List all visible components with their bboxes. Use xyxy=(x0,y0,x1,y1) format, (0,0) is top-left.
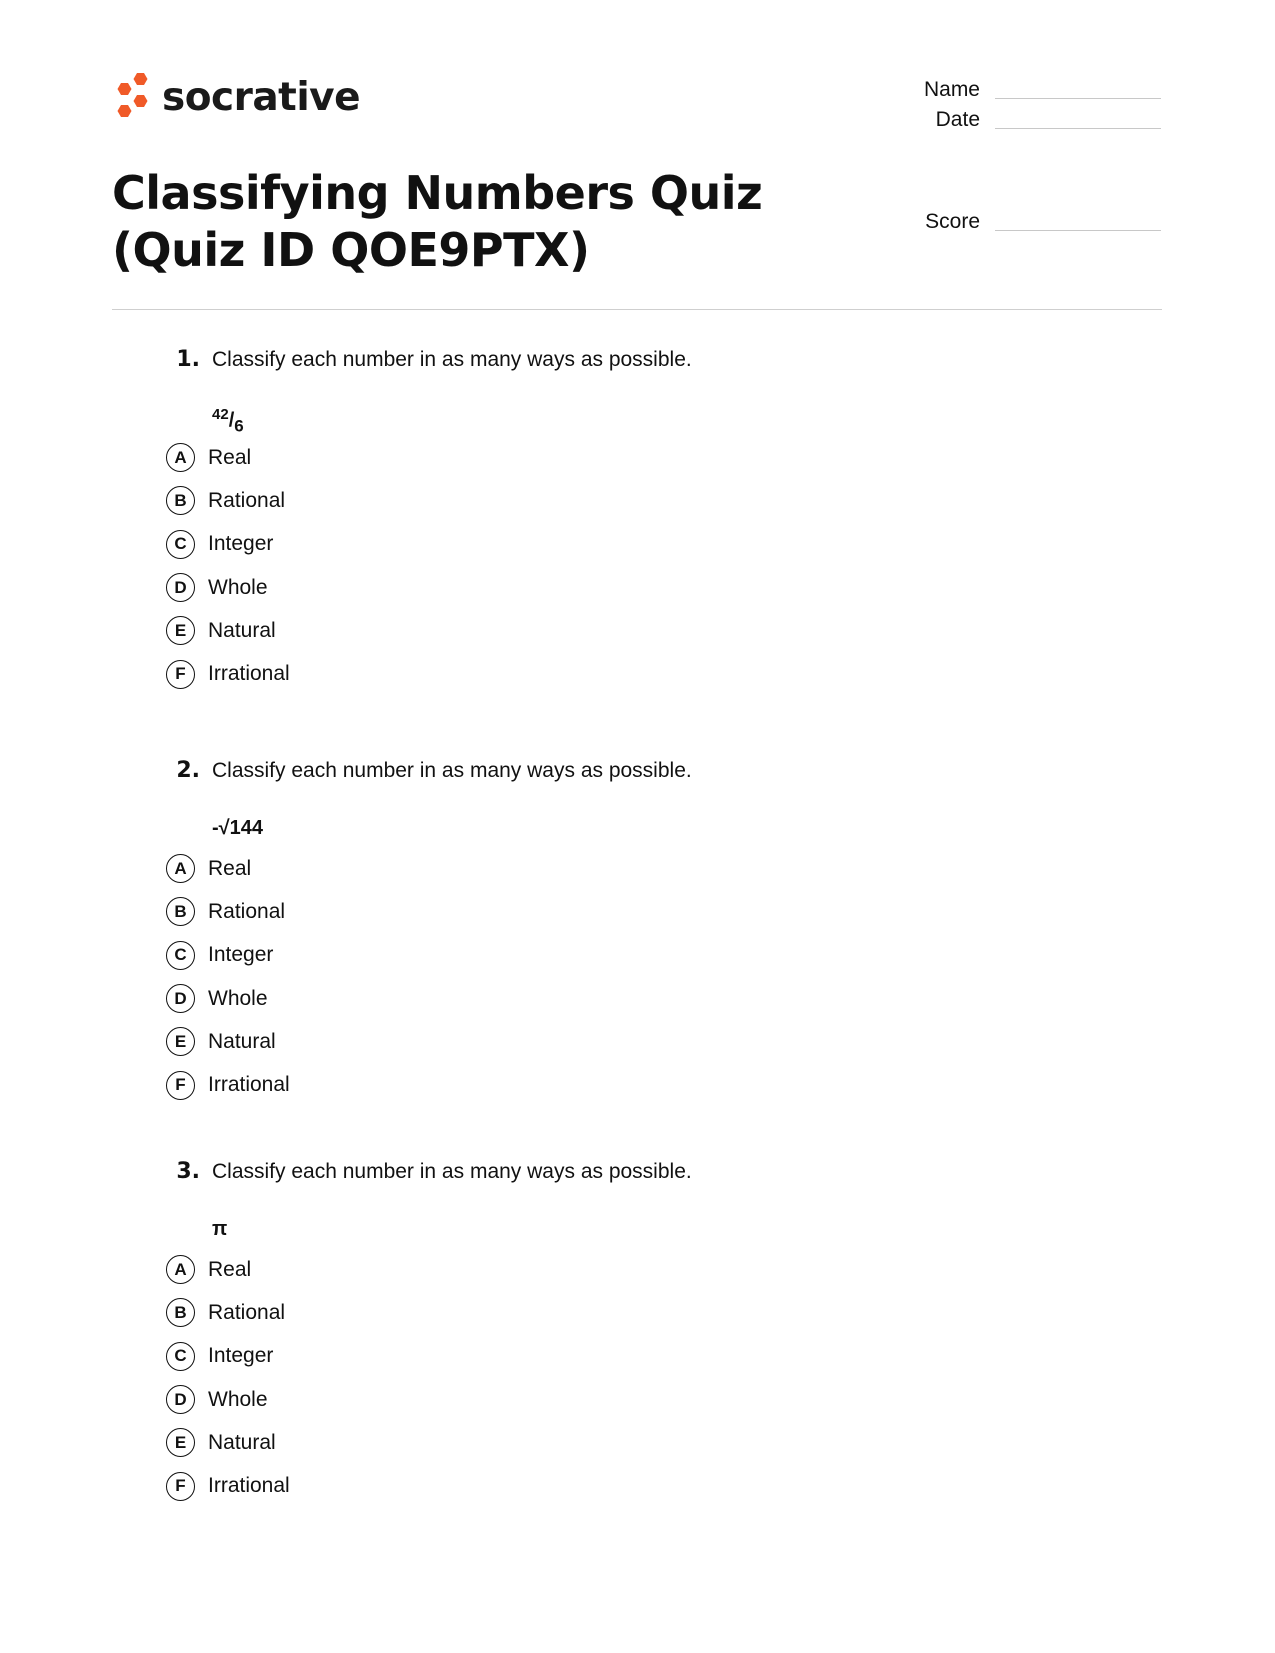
bubble-icon[interactable]: E xyxy=(166,616,195,645)
option-a[interactable] xyxy=(160,847,1060,890)
bubble-icon[interactable]: D xyxy=(166,984,195,1013)
bubble-icon[interactable]: A xyxy=(166,1255,195,1284)
question-number: 2. xyxy=(176,758,200,783)
option-e[interactable] xyxy=(160,609,1060,652)
option-label: Whole xyxy=(208,1387,268,1411)
question-expression: -√144 xyxy=(212,817,264,839)
bubble-icon[interactable]: F xyxy=(166,660,195,689)
option-d[interactable] xyxy=(160,1378,1060,1421)
bubble-icon[interactable]: E xyxy=(166,1428,195,1457)
option-label: Natural xyxy=(208,1029,276,1053)
fraction-numerator: 42 xyxy=(212,406,229,423)
bubble-icon[interactable]: D xyxy=(166,1385,195,1414)
option-f[interactable] xyxy=(160,1464,1060,1507)
option-b[interactable] xyxy=(160,479,1060,522)
option-c[interactable] xyxy=(160,934,1060,977)
option-a[interactable] xyxy=(160,436,1060,479)
option-label: Integer xyxy=(208,532,274,556)
option-e[interactable] xyxy=(160,1421,1060,1464)
date-field[interactable] xyxy=(850,108,1161,132)
option-label: Natural xyxy=(208,1430,276,1454)
bubble-icon[interactable]: C xyxy=(166,941,195,970)
score-field[interactable] xyxy=(850,210,1161,234)
option-d[interactable] xyxy=(160,566,1060,609)
bubble-icon[interactable]: E xyxy=(166,1027,195,1056)
question-3 xyxy=(160,1159,1060,1508)
page-title: Classifying Numbers Quiz (Quiz ID QOE9PTX) xyxy=(112,166,763,277)
bubble-icon[interactable]: B xyxy=(166,897,195,926)
socrative-logo xyxy=(112,72,360,122)
question-prompt: Classify each number in as many ways as possible. xyxy=(212,348,692,371)
question-expression: $^{42}/_6$ xyxy=(212,406,244,436)
option-label: Irrational xyxy=(208,662,290,686)
option-e[interactable] xyxy=(160,1020,1060,1063)
option-f[interactable] xyxy=(160,652,1060,695)
bubble-icon[interactable]: B xyxy=(166,1298,195,1327)
name-label: Name xyxy=(923,78,980,101)
question-expression: π xyxy=(212,1218,228,1240)
option-label: Natural xyxy=(208,618,276,642)
option-label: Real xyxy=(208,856,252,880)
option-c[interactable] xyxy=(160,1335,1060,1378)
name-field[interactable] xyxy=(850,78,1161,102)
option-label: Irrational xyxy=(208,1474,290,1498)
hexagon-cluster-icon xyxy=(112,72,150,122)
option-b[interactable] xyxy=(160,890,1060,933)
option-label: Integer xyxy=(208,943,274,967)
bubble-icon[interactable]: C xyxy=(166,530,195,559)
bubble-icon[interactable]: D xyxy=(166,573,195,602)
bubble-icon[interactable]: F xyxy=(166,1472,195,1501)
date-label: Date xyxy=(935,108,980,131)
fraction-denominator: 6 xyxy=(234,416,244,436)
brand-name: socrative xyxy=(162,74,361,120)
bubble-icon[interactable]: A xyxy=(166,854,195,883)
question-number: 1. xyxy=(176,347,200,372)
question-number: 3. xyxy=(176,1159,200,1184)
option-f[interactable] xyxy=(160,1063,1060,1106)
header-divider xyxy=(112,309,1162,310)
bubble-icon[interactable]: F xyxy=(166,1071,195,1100)
date-line[interactable] xyxy=(995,128,1161,129)
question-2 xyxy=(160,758,1060,1107)
question-prompt: Classify each number in as many ways as possible. xyxy=(212,1160,692,1183)
option-label: Rational xyxy=(208,899,286,923)
bubble-icon[interactable]: B xyxy=(166,486,195,515)
option-a[interactable] xyxy=(160,1248,1060,1291)
option-label: Real xyxy=(208,445,252,469)
option-label: Irrational xyxy=(208,1073,290,1097)
option-c[interactable] xyxy=(160,523,1060,566)
question-1 xyxy=(160,347,1060,696)
option-label: Whole xyxy=(208,986,268,1010)
name-line[interactable] xyxy=(995,98,1161,99)
question-prompt: Classify each number in as many ways as possible. xyxy=(212,759,692,782)
option-label: Rational xyxy=(208,488,286,512)
score-label: Score xyxy=(925,210,980,233)
option-b[interactable] xyxy=(160,1291,1060,1334)
option-d[interactable] xyxy=(160,977,1060,1020)
bubble-icon[interactable]: C xyxy=(166,1342,195,1371)
option-label: Rational xyxy=(208,1300,286,1324)
score-line[interactable] xyxy=(995,230,1161,231)
option-label: Integer xyxy=(208,1344,274,1368)
option-label: Whole xyxy=(208,575,268,599)
option-label: Real xyxy=(208,1257,252,1281)
bubble-icon[interactable]: A xyxy=(166,443,195,472)
